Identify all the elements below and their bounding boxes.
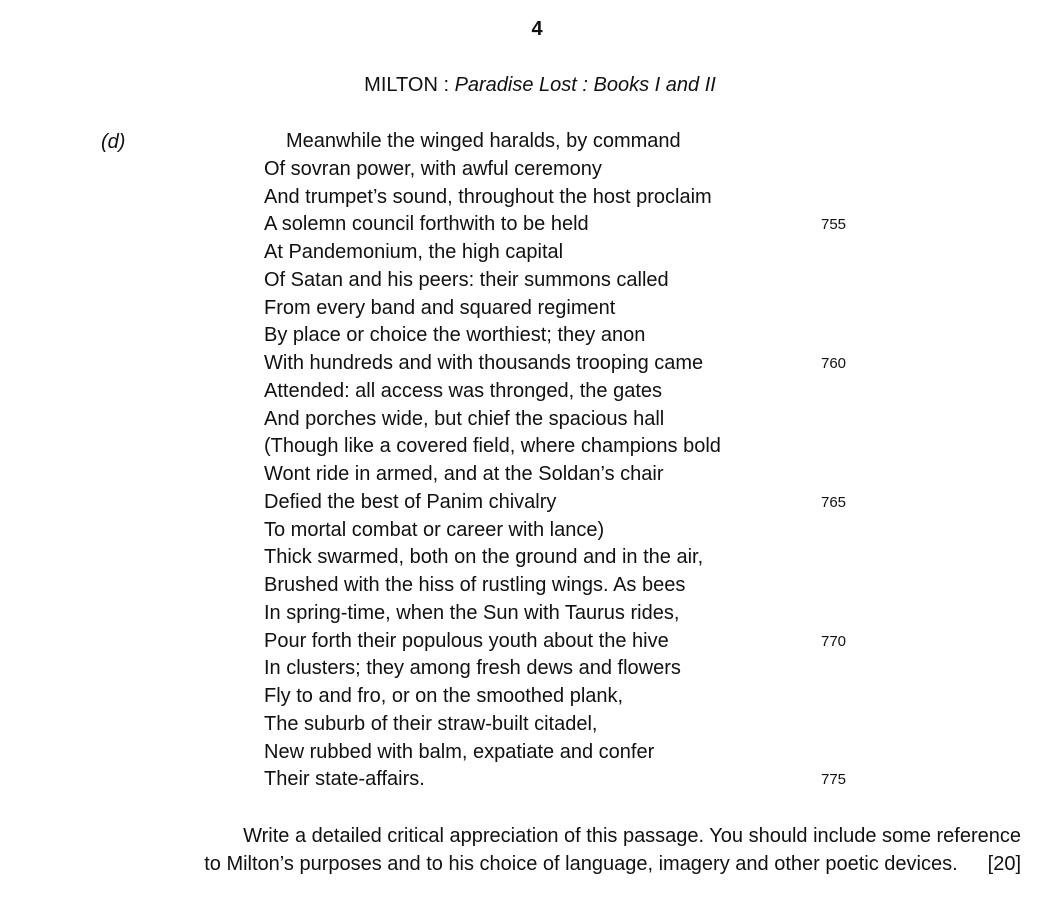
poem-line-text: Wont ride in armed, and at the Soldan’s chair (264, 463, 664, 485)
instructions-text-2: to Milton’s purposes and to his choice of language, imagery and other poetic devices. (204, 853, 958, 875)
poem-line-text: Thick swarmed, both on the ground and in the air, (264, 546, 704, 569)
poem-passage (264, 128, 904, 794)
poem-line-text: New rubbed with balm, expatiate and confer (264, 740, 655, 763)
poem-line (264, 295, 904, 323)
poem-line-text: Fly to and fro, or on the smoothed plank, (264, 685, 624, 707)
poem-line-text: (Though like a covered field, where champions bold (264, 435, 721, 458)
poem-line (264, 711, 904, 739)
poem-line-text: Of Satan and his peers: their summons called (264, 268, 669, 291)
poem-line-text: And trumpet’s sound, throughout the host proclaim (264, 185, 712, 208)
poem-line (264, 211, 904, 239)
poem-line-text: From every band and squared regiment (264, 296, 616, 319)
poem-line-text: With hundreds and with thousands trooping came (264, 352, 704, 374)
poem-line-text: Their state-affairs. (264, 768, 425, 791)
poem-line (264, 128, 904, 156)
poem-line (264, 267, 904, 295)
poem-line-text: Meanwhile the winged haralds, by command (286, 130, 681, 152)
line-number: 770 (821, 632, 847, 650)
poem-line-text: Pour forth their populous youth about the hive (264, 629, 669, 652)
poem-line (264, 517, 904, 545)
instructions-line (40, 850, 1021, 878)
poem-line-text: Of sovran power, with awful ceremony (264, 157, 602, 180)
poem-line (264, 433, 904, 461)
poem-line-text: By place or choice the worthiest; they anon (264, 324, 646, 347)
poem-line (264, 683, 904, 711)
marks-allocation: [20] (987, 853, 1021, 875)
poem-line-text: Brushed with the hiss of rustling wings. As bees (264, 574, 686, 596)
instructions-line (40, 822, 1021, 850)
poem-line (264, 406, 904, 434)
poem-line (264, 766, 904, 794)
page-number: 4 (531, 18, 543, 40)
poem-line-text: In clusters; they among fresh dews and flowers (264, 657, 681, 680)
poem-line-text: A solemn council forthwith to be held (264, 213, 589, 236)
line-number: 765 (821, 493, 847, 511)
poem-line (264, 156, 904, 184)
poem-line (264, 184, 904, 212)
poem-line-text: Attended: all access was thronged, the gates (264, 379, 663, 402)
question-label: (d) (101, 131, 126, 153)
poem-line-text: In spring-time, when the Sun with Taurus rides, (264, 601, 680, 624)
poem-line (264, 544, 904, 572)
exam-heading (0, 74, 1053, 97)
line-number: 775 (821, 771, 847, 789)
work-title: Paradise Lost : Books I and II (454, 74, 716, 96)
poem-line-text: To mortal combat or career with lance) (264, 518, 605, 541)
line-number: 760 (821, 355, 847, 372)
author-name: MILTON : (364, 74, 449, 96)
poem-line (264, 378, 904, 406)
question-instructions (40, 822, 1021, 878)
poem-line-text: And porches wide, but chief the spacious hall (264, 407, 665, 430)
poem-line-text: The suburb of their straw-built citadel, (264, 712, 598, 735)
instructions-text-1: Write a detailed critical appreciation of this passage. You should include some reference (243, 825, 1021, 847)
poem-line-text: At Pandemonium, the high capital (264, 241, 564, 263)
poem-line (264, 628, 904, 656)
line-number: 755 (821, 216, 847, 234)
poem-line-text: Defied the best of Panim chivalry (264, 490, 557, 513)
poem-line (264, 350, 904, 378)
poem-line (264, 461, 904, 489)
poem-line (264, 655, 904, 683)
poem-line (264, 572, 904, 600)
poem-line (264, 239, 904, 267)
poem-line (264, 600, 904, 628)
poem-line (264, 739, 904, 767)
poem-line (264, 489, 904, 517)
poem-line (264, 322, 904, 350)
